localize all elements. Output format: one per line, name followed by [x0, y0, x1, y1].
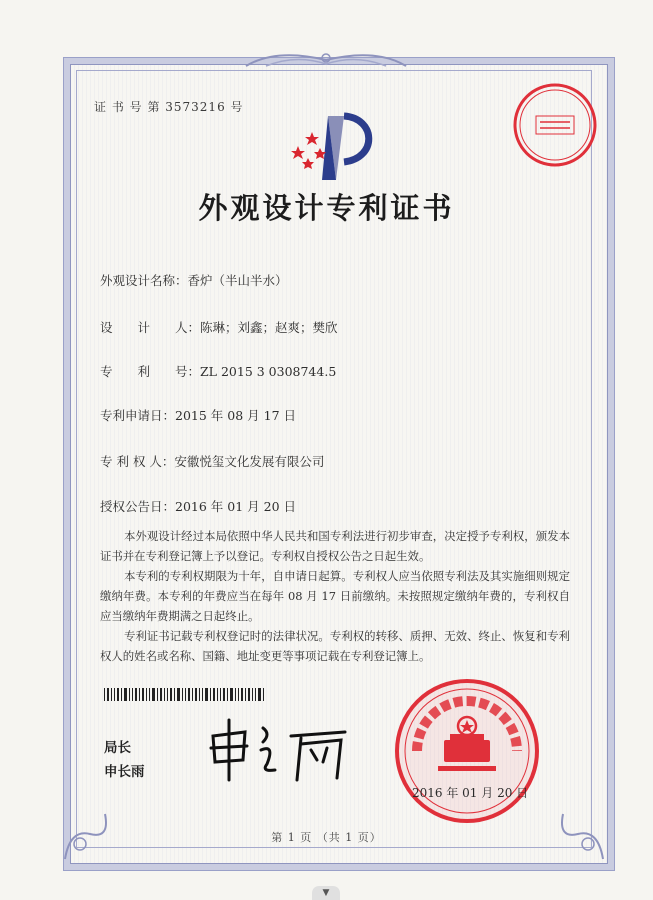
top-ornament-icon — [236, 46, 416, 72]
filing-date-field: 专利申请日：2015 年 08 月 17 日 — [100, 408, 296, 423]
barcode-icon — [104, 688, 264, 701]
body-text — [100, 526, 570, 666]
patentee-field: 专 利 权 人：安徽悦玺文化发展有限公司 — [100, 454, 325, 469]
seal-date: 2016 年 01 月 20 日 — [412, 786, 529, 800]
designers-field: 设 计 人：陈琳；刘鑫；赵爽；樊欣 — [100, 320, 338, 335]
scroll-down-icon[interactable]: ▼ — [312, 886, 340, 900]
patent-logo-icon — [286, 110, 386, 182]
official-seal-icon — [392, 676, 542, 826]
page-number: 第 1 页 （共 1 页） — [271, 831, 382, 844]
signature-icon — [205, 714, 355, 784]
grant-date-field: 授权公告日：2016 年 01 月 20 日 — [100, 499, 296, 514]
paragraph: 专利证书记载专利权登记时的法律状况。专利权的转移、质押、无效、终止、恢复和专利权人的姓名或名称、国籍、地址变更等事项记载在专利登记簿上。 — [100, 629, 570, 663]
stamp-seal-icon — [510, 80, 600, 170]
certificate-number: 证 书 号 第 3573216 号 — [94, 100, 244, 114]
paragraph: 本外观设计经过本局依照中华人民共和国专利法进行初步审查，决定授予专利权，颁发本证书并在专利登记簿上予以登记。专利权自授权公告之日起生效。 — [100, 529, 570, 563]
director-name: 申长雨 — [104, 764, 145, 780]
director-title: 局长 — [104, 740, 131, 756]
page-title: 外观设计专利证书 — [198, 191, 455, 225]
paragraph: 本专利的专利权期限为十年，自申请日起算。专利权人应当依照专利法及其实施细则规定缴纳年费。本专利的年费应当在每年 08 月 17 日前缴纳。未按照规定缴纳年费的，专利权自应当缴纳年费期满之日起终止。 — [100, 569, 570, 623]
design-name-field: 外观设计名称：香炉（半山半水） — [100, 273, 288, 288]
patent-number-field: 专 利 号：ZL 2015 3 0308744.5 — [100, 364, 337, 379]
